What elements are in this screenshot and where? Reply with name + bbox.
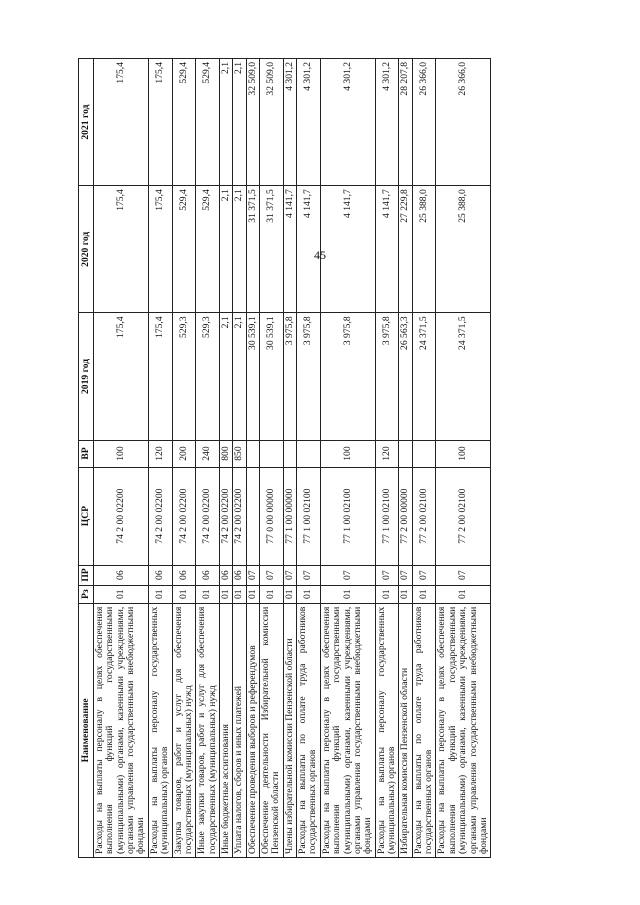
table-cell-name: Обеспечение проведения выборов и референдумов bbox=[246, 603, 259, 857]
table-cell-name: Расходы на выплаты персоналу государственных (муниципальных) органов bbox=[375, 603, 399, 857]
rotated-table-container bbox=[78, 58, 554, 858]
table-cell-2021: 32 509,0 bbox=[246, 59, 259, 186]
table-cell-name: Расходы на выплаты персоналу в целях обеспечения выполнения функций государственными (муниципальными) органами, казенными учреждениями, органами управления государственными внебюджетными фондами bbox=[94, 603, 149, 857]
table-cell-vr: 850 bbox=[233, 440, 246, 467]
table-cell-vr: 100 bbox=[320, 440, 375, 467]
table-row bbox=[148, 59, 172, 858]
table-cell-pr: 06 bbox=[148, 565, 172, 585]
table-cell-2019: 30 539,1 bbox=[246, 313, 259, 440]
table-cell-pr: 07 bbox=[436, 565, 491, 585]
table-cell-2021: 529,4 bbox=[196, 59, 220, 186]
table-cell-2021: 32 509,0 bbox=[260, 59, 284, 186]
table-cell-rz: 01 bbox=[297, 585, 321, 603]
table-cell-2021: 529,4 bbox=[172, 59, 196, 186]
table-cell-pr: 07 bbox=[375, 565, 399, 585]
table-cell-pr: 07 bbox=[320, 565, 375, 585]
table-cell-2021: 2,1 bbox=[233, 59, 246, 186]
table-cell-pr: 07 bbox=[260, 565, 284, 585]
table-cell-vr: 100 bbox=[436, 440, 491, 467]
table-cell-name: Закупка товаров, работ и услуг для обеспечения государственных (муниципальных) нужд bbox=[172, 603, 196, 857]
table-cell-name: Расходы на выплаты по оплате труда работников государственных органов bbox=[297, 603, 321, 857]
table-row bbox=[196, 59, 220, 858]
table-cell-2020: 2,1 bbox=[219, 186, 232, 313]
table-cell-2019: 2,1 bbox=[233, 313, 246, 440]
table-cell-csr: 74 2 00 02200 bbox=[219, 467, 232, 565]
rotated-table-wrapper bbox=[78, 58, 554, 858]
table-row bbox=[260, 59, 284, 858]
header-2019: 2019 год bbox=[79, 313, 94, 440]
table-cell-rz: 01 bbox=[196, 585, 220, 603]
table-row bbox=[399, 59, 412, 858]
table-cell-pr: 07 bbox=[297, 565, 321, 585]
table-cell-rz: 01 bbox=[94, 585, 149, 603]
table-cell-name: Расходы на выплаты персоналу в целях обеспечения выполнения функций государственными (муниципальными) органами, казенными учреждениями, органами управления государственными внебюджетными фондами bbox=[320, 603, 375, 857]
table-cell-2021: 175,4 bbox=[94, 59, 149, 186]
header-pr: ПР bbox=[79, 565, 94, 585]
table-cell-csr: 77 1 00 02100 bbox=[297, 467, 321, 565]
table-cell-2020: 175,4 bbox=[94, 186, 149, 313]
table-cell-csr: 77 1 00 00000 bbox=[283, 467, 296, 565]
table-row bbox=[412, 59, 436, 858]
table-cell-csr: 74 2 00 02200 bbox=[94, 467, 149, 565]
table-cell-csr: 77 2 00 02100 bbox=[436, 467, 491, 565]
table-row bbox=[233, 59, 246, 858]
table-cell-csr bbox=[246, 467, 259, 565]
table-cell-rz: 01 bbox=[172, 585, 196, 603]
table-cell-vr: 200 bbox=[172, 440, 196, 467]
table-cell-2019: 3 975,8 bbox=[283, 313, 296, 440]
table-cell-rz: 01 bbox=[233, 585, 246, 603]
table-cell-rz: 01 bbox=[219, 585, 232, 603]
table-cell-2019: 3 975,8 bbox=[375, 313, 399, 440]
table-row bbox=[219, 59, 232, 858]
table-cell-name: Расходы на выплаты персоналу государственных (муниципальных) органов bbox=[148, 603, 172, 857]
table-row bbox=[94, 59, 149, 858]
table-cell-2019: 30 539,1 bbox=[260, 313, 284, 440]
table-cell-2021: 175,4 bbox=[148, 59, 172, 186]
table-cell-vr: 100 bbox=[94, 440, 149, 467]
table-row bbox=[297, 59, 321, 858]
table-cell-vr bbox=[399, 440, 412, 467]
table-cell-name: Расходы на выплаты персоналу в целях обеспечения выполнения функций государственными (муниципальными) органами, казенными учреждениями, органами управления государственными внебюджетными фондами bbox=[436, 603, 491, 857]
table-cell-csr: 74 2 00 02200 bbox=[148, 467, 172, 565]
header-vr: ВР bbox=[79, 440, 94, 467]
table-cell-vr: 120 bbox=[148, 440, 172, 467]
header-2021: 2021 год bbox=[79, 59, 94, 186]
table-cell-2020: 4 141,7 bbox=[283, 186, 296, 313]
table-cell-2020: 175,4 bbox=[148, 186, 172, 313]
table-cell-rz: 01 bbox=[320, 585, 375, 603]
table-cell-vr bbox=[297, 440, 321, 467]
table-cell-pr: 07 bbox=[246, 565, 259, 585]
table-cell-name: Члены избирательной комиссии Пензенской области bbox=[283, 603, 296, 857]
table-cell-pr: 06 bbox=[94, 565, 149, 585]
table-cell-vr: 120 bbox=[375, 440, 399, 467]
table-cell-rz: 01 bbox=[399, 585, 412, 603]
table-row bbox=[283, 59, 296, 858]
table-cell-csr: 77 2 00 00000 bbox=[399, 467, 412, 565]
table-cell-pr: 07 bbox=[412, 565, 436, 585]
table-cell-pr: 06 bbox=[233, 565, 246, 585]
table-cell-pr: 07 bbox=[399, 565, 412, 585]
table-cell-2019: 26 563,3 bbox=[399, 313, 412, 440]
table-cell-csr: 77 2 00 02100 bbox=[412, 467, 436, 565]
table-cell-2019: 175,4 bbox=[94, 313, 149, 440]
table-cell-2020: 31 371,5 bbox=[246, 186, 259, 313]
table-cell-2021: 4 301,2 bbox=[297, 59, 321, 186]
table-cell-pr: 06 bbox=[172, 565, 196, 585]
table-cell-2020: 4 141,7 bbox=[320, 186, 375, 313]
table-cell-rz: 01 bbox=[436, 585, 491, 603]
table-cell-name: Расходы на выплаты по оплате труда работников государственных органов bbox=[412, 603, 436, 857]
table-cell-2019: 529,3 bbox=[196, 313, 220, 440]
table-cell-2021: 4 301,2 bbox=[320, 59, 375, 186]
table-cell-name: Иные закупки товаров, работ и услуг для обеспечения государственных (муниципальных) нужд bbox=[196, 603, 220, 857]
table-cell-2019: 175,4 bbox=[148, 313, 172, 440]
table-cell-2020: 529,4 bbox=[172, 186, 196, 313]
table-cell-rz: 01 bbox=[283, 585, 296, 603]
table-cell-2021: 4 301,2 bbox=[375, 59, 399, 186]
table-cell-2019: 3 975,8 bbox=[297, 313, 321, 440]
table-cell-pr: 06 bbox=[196, 565, 220, 585]
table-cell-csr: 77 1 00 02100 bbox=[375, 467, 399, 565]
header-csr: ЦСР bbox=[79, 467, 94, 565]
table-cell-2020: 4 141,7 bbox=[375, 186, 399, 313]
table-cell-vr bbox=[283, 440, 296, 467]
table-cell-2021: 4 301,2 bbox=[283, 59, 296, 186]
table-cell-2020: 25 388,0 bbox=[436, 186, 491, 313]
table-cell-2020: 529,4 bbox=[196, 186, 220, 313]
table-cell-csr: 77 1 00 02100 bbox=[320, 467, 375, 565]
page-number: 45 bbox=[314, 248, 326, 262]
table-row bbox=[172, 59, 196, 858]
table-row bbox=[246, 59, 259, 858]
table-cell-csr: 74 2 00 02200 bbox=[172, 467, 196, 565]
table-row bbox=[320, 59, 375, 858]
table-cell-2019: 2,1 bbox=[219, 313, 232, 440]
table-cell-2020: 2,1 bbox=[233, 186, 246, 313]
header-2020: 2020 год bbox=[79, 186, 94, 313]
table-cell-2020: 25 388,0 bbox=[412, 186, 436, 313]
table-cell-csr: 74 2 00 02200 bbox=[233, 467, 246, 565]
table-cell-name: Иные бюджетные ассигнования bbox=[219, 603, 232, 857]
table-cell-rz: 01 bbox=[375, 585, 399, 603]
table-cell-2020: 27 229,8 bbox=[399, 186, 412, 313]
table-cell-pr: 06 bbox=[219, 565, 232, 585]
header-rz: Рз bbox=[79, 585, 94, 603]
table-cell-csr: 77 0 00 00000 bbox=[260, 467, 284, 565]
table-cell-name: Обеспечение деятельности Избирательной комиссии Пензенской области bbox=[260, 603, 284, 857]
table-cell-csr: 74 2 00 02200 bbox=[196, 467, 220, 565]
table-cell-2019: 24 371,5 bbox=[412, 313, 436, 440]
table-row bbox=[375, 59, 399, 858]
table-cell-2019: 529,3 bbox=[172, 313, 196, 440]
table-cell-2021: 2,1 bbox=[219, 59, 232, 186]
table-cell-vr: 800 bbox=[219, 440, 232, 467]
table-cell-vr bbox=[260, 440, 284, 467]
table-cell-pr: 07 bbox=[283, 565, 296, 585]
table-cell-2021: 26 366,0 bbox=[412, 59, 436, 186]
table-cell-2020: 4 141,7 bbox=[297, 186, 321, 313]
table-cell-2021: 26 366,0 bbox=[436, 59, 491, 186]
table-row bbox=[436, 59, 491, 858]
header-name: Наименование bbox=[79, 603, 94, 857]
table-cell-2021: 28 207,8 bbox=[399, 59, 412, 186]
table-header-row bbox=[79, 59, 94, 858]
budget-table bbox=[78, 58, 491, 858]
table-cell-rz: 01 bbox=[412, 585, 436, 603]
table-cell-2019: 3 975,8 bbox=[320, 313, 375, 440]
table-cell-rz: 01 bbox=[246, 585, 259, 603]
table-cell-name: Уплата налогов, сборов и иных платежей bbox=[233, 603, 246, 857]
table-cell-vr bbox=[412, 440, 436, 467]
table-cell-rz: 01 bbox=[260, 585, 284, 603]
table-cell-name: Избирательная комиссия Пензенской области bbox=[399, 603, 412, 857]
table-cell-rz: 01 bbox=[148, 585, 172, 603]
table-cell-2020: 31 371,5 bbox=[260, 186, 284, 313]
table-cell-2019: 24 371,5 bbox=[436, 313, 491, 440]
table-cell-vr: 240 bbox=[196, 440, 220, 467]
table-cell-vr bbox=[246, 440, 259, 467]
